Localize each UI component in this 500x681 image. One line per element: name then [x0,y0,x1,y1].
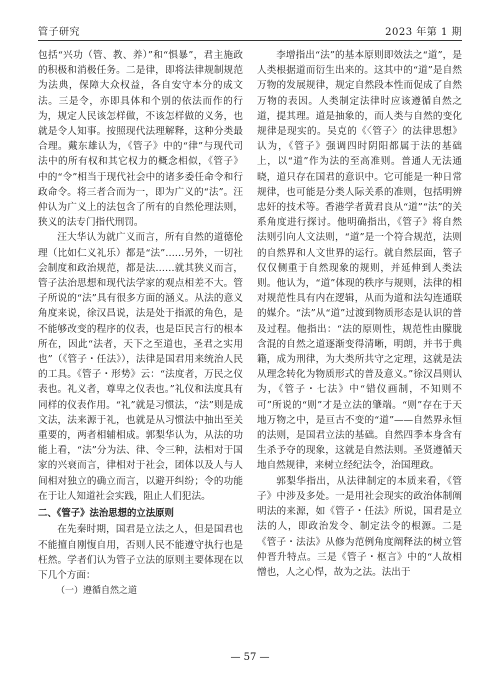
sub-heading: （一）遵循自然之道 [56,586,138,597]
header-divider [38,40,462,41]
section-heading: 二、《管子》法治思想的立法原则 [38,508,174,520]
body-paragraph: 在先秦时期，国君是立法之人，但是国君也不能擅自刚愎自用，否则人民不能遵守执行也是枉然。学者们认为管子立法的原则主要体现在以下几个方面： [38,524,243,581]
body-paragraph: 汪大华认为就广义而言，所有自然的道德伦理（比如仁义礼乐）都是“法”……另外，一切社会制度和政治规范，都是法……就其狭义而言，管子法治思想和现代法学家的观点相差不大。管子所说的“法”具有很多方面的涵义。从法的意义角度来说，徐汉昌说，法是处于指派的角色，是不能够改变的程序的仪表，也是臣民言行的根本所在，因此“法者，天下之至道也，圣君之实用也”（《管子・任法》），法律是国君用来统治人民的工具。《管子・形势》云：“法度者，万民之仪表也。礼义者，尊卑之仪表也。”礼仪和法度具有同样的仪表作用。“礼”就是习惯法，“法”则是成文法，法来源于礼，也就是从习惯法中抽出至关重要的，两者相辅相成。郭梨华认为，从法的功能上看，“法”分为法、律、令三种，法相对于国家的兴衰而言，律相对于社会，团体以及人与人间相对独立的确立而言，以避开纠纷；令的功能在于让人知道社会实践，阻止人们犯法。 [38,232,243,502]
issue-label: 2023 年第 1 期 [385,27,462,38]
body-paragraph: 郭梨华指出，从法律制定的本质来看，《管子》中涉及多处。一是用社会现实的政治体制阐明法的来源，如《管子・任法》所说，国君是立法的人，即政治发令、制定法令的根源。二是《管子・法法》从修为范例角度阐释法的树立管仲晋升特点。三是《管子・枢言》中的“人故相憎也，人之心悍，故为之法。法出于 [257,475,462,578]
body-paragraph: 李增指出“法”的基本原则即效法之“道”，是人类根据道而衍生出来的。这其中的“道”是自然万物的发展规律，规定自然段本性而促成了自然万物的表因。人类制定法律时应该遵循自然之道，提其理。道是抽象的，而人类与自然的变化规律是现实的。吴克的《〈管子〉的法律思想》认为，《管子》强调四时阴阳都属于法的基础上，以“道”作为法的至高准则。普通人无法通晓，道只存在国君的意识中。它可能是一种日常规律，也可能是分类人际关系的准则，包括明辨忠奸的技术等。香港学者黄君良从“道”“法”的关系角度进行探讨。他明确指出，《管子》将自然法则引向人文法则，“道”是一个符合规范，法则的自然界和人文世界的运行。就自然层面，管子仅仅侧重于自然现象的规则，并延伸到人类法则。他认为，“道”体现的秩序与规则，法律的相对规范性具有内在逻辑，从而为道和法勾连通联的媒介。“法”从“道”过渡到物质形态是认识的普及过程。他指出：“法的原则性，规范性由朦胧含混的自然之道逐渐变得清晰，明朗，并书于典籍，成为刑律，为大类所共守之定理，这就是法从理念转化为物质形式的普及意义。”徐汉昌则认为，《管子・七法》中“错仪画制，不知则不可”所说的“则”才是立法的肇端。“则”存在于天地万物之中，是亘古不变的“道”——自然界永恒的法则，是国君立法的基础。自然四季本身含有生杀予夺的现象，这就是自然法则。圣贤遵循天地自然规律，来树立经纪法令，治国理政。 [257,50,462,472]
body-paragraph: 包括“兴功（管、教、养）”和“惧暴”，君主施政的积极和消极任务。二是律，即将法律规制规范为法典，保障大众权益，各自安守本分的成文法。三是令，亦即具体和个别的依法而作的行为，规定人民该怎样做，不该怎样做的义务，也就是令人知事。按照现代法理解释，这种分类最合理。戴东雄认为，《管子》中的“律”与现代司法中的所有权和其它权力的概念相似，《管子》中的“令”相当于现代社会中的诸多委任命令和行政命令。将三者合而为一，即为广义的“法”。汪仲认为广义上的法包含了所有的自然伦理法则，狭义的法专门指代刑罚。 [38,50,243,229]
right-column [257,48,462,580]
page-number: — 57 — [230,652,270,663]
page-header [38,22,462,38]
left-column [38,48,243,599]
journal-name: 管子研究 [38,27,80,38]
